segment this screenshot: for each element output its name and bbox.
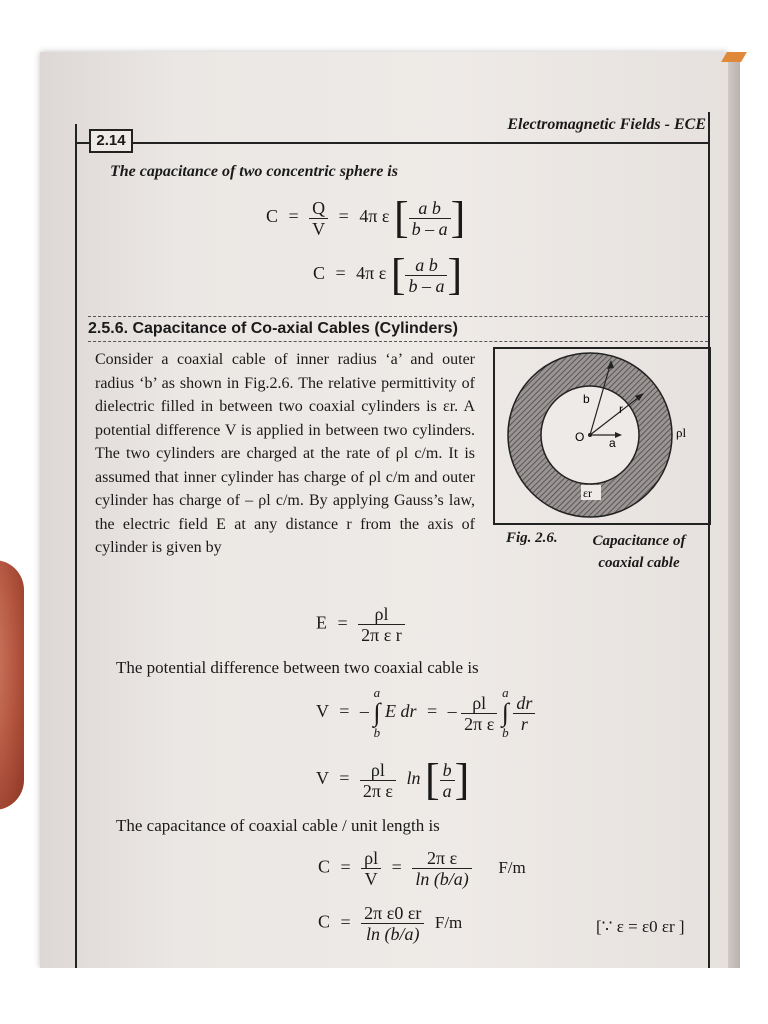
capacitance-fraction <box>412 848 472 889</box>
eq-lhs: V <box>316 701 329 722</box>
upper-limit: a <box>373 685 381 700</box>
numerator: 2π ε <box>412 848 472 869</box>
running-title: Electromagnetic Fields - ECE <box>507 116 706 133</box>
q-over-v <box>309 198 328 239</box>
figure-title: Capacitance of coaxial cable <box>592 533 686 571</box>
sphere-equation-1 <box>266 193 466 242</box>
ab-fraction <box>409 198 451 239</box>
page-frame-right <box>708 112 710 968</box>
epsilon-note: [∵ ε = ε0 εr ] <box>596 917 685 936</box>
sphere-equation-2 <box>313 250 463 299</box>
center-point <box>588 433 592 437</box>
eq-sign: = <box>335 263 346 284</box>
numerator: ρl <box>358 604 405 625</box>
rho-fraction <box>360 760 396 801</box>
left-bracket: [ <box>425 755 440 804</box>
unit: F/m <box>498 857 526 877</box>
label-a: a <box>609 436 616 450</box>
eq-lhs: C <box>266 206 279 227</box>
page-number: 2.14 <box>89 129 133 153</box>
rho-fraction <box>461 693 497 734</box>
eq-sign: = <box>288 206 299 227</box>
denominator: b – a <box>408 275 445 296</box>
potential-result <box>316 755 470 804</box>
eq-sign: = <box>340 911 351 932</box>
body-paragraph: Consider a coaxial cable of inner radius ‘a’ and outer radius ‘b’ as shown in Fig.2.6. The relative permittivity of dielectric filled in between two coaxial cylinders is εr. A potential difference V is applied in between two cylinders. The two cylinders are charged at the rate of ρl c/m. It is assumed that inner cylinder has charge of ρl c/m and outer cylinder has charge of – ρl c/m. By applying Gauss’s law, the electric field E at any distance r from the axis of cylinder is given by <box>95 351 475 556</box>
ln-label: ln <box>406 768 421 789</box>
capacitance-equation-1 <box>318 848 526 889</box>
eq-lhs: C <box>313 263 326 284</box>
eq-lhs: V <box>316 768 329 789</box>
coefficient: 4π ε <box>356 263 387 284</box>
field-equation <box>316 604 405 645</box>
lower-limit: b <box>373 725 381 740</box>
integral <box>373 686 380 740</box>
integrand: E dr <box>384 701 417 722</box>
label-o: O <box>575 430 585 444</box>
capacitance-equation-2 <box>318 903 462 944</box>
page-frame-left <box>75 124 77 968</box>
capacitance-fraction <box>361 903 424 944</box>
header-rule <box>75 142 710 144</box>
upper-limit: a <box>502 685 509 700</box>
numerator: a b <box>405 255 447 276</box>
numerator: ρl <box>360 760 396 781</box>
b-over-a <box>440 760 455 801</box>
left-bracket: [ <box>393 193 409 242</box>
dr-fraction <box>513 693 535 734</box>
coefficient: 4π ε <box>359 206 390 227</box>
left-bracket: [ <box>390 250 406 299</box>
denominator: ln (b/a) <box>415 869 469 889</box>
denominator: V <box>364 869 378 889</box>
denominator: 2π ε r <box>361 625 402 645</box>
capacitance-intro: The capacitance of coaxial cable / unit length is <box>116 816 440 835</box>
integral-sign: ∫ <box>501 698 509 727</box>
coaxial-cable-diagram <box>495 349 709 523</box>
figure-label: Fig. 2.6. <box>506 530 558 546</box>
ab-fraction <box>405 255 447 296</box>
eq-lhs: C <box>318 856 331 877</box>
eq-sign: = <box>339 768 350 789</box>
potential-equation <box>316 686 535 740</box>
eq-lhs: C <box>318 911 331 932</box>
lower-limit: b <box>502 725 509 740</box>
eq-sign: = <box>339 701 350 722</box>
sphere-intro: The capacitance of two concentric sphere is <box>110 163 398 180</box>
denominator: a <box>442 780 452 801</box>
integral-sign: ∫ <box>373 698 381 727</box>
numerator: a b <box>409 198 451 219</box>
eq-sign: = <box>426 701 438 722</box>
denominator: V <box>312 218 326 239</box>
eq-sign: = <box>337 612 348 633</box>
numerator: ρl <box>461 693 497 714</box>
book-page-edge <box>728 56 740 968</box>
label-er: εr <box>583 486 593 500</box>
background-top <box>0 0 768 52</box>
denominator: r <box>520 713 528 734</box>
label-rho-l: ρl <box>676 425 687 440</box>
integral <box>502 686 509 740</box>
denominator: b – a <box>411 218 448 239</box>
right-bracket: ] <box>450 193 466 242</box>
eq-lhs: E <box>316 612 327 633</box>
numerator: b <box>440 760 455 781</box>
eq-sign: = <box>340 856 351 877</box>
denominator: 2π ε <box>464 713 495 734</box>
minus-sign: – <box>359 701 369 722</box>
eq-sign: = <box>338 206 349 227</box>
unit: F/m <box>434 912 463 932</box>
right-bracket: ] <box>447 250 463 299</box>
figure-box <box>493 347 711 525</box>
denominator: 2π ε <box>362 780 393 801</box>
rho-over-v <box>361 848 381 889</box>
label-b: b <box>583 392 590 406</box>
book-cover-corner <box>721 52 747 62</box>
right-bracket: ] <box>454 755 470 804</box>
minus-sign: – <box>447 701 457 722</box>
section-heading: 2.5.6. Capacitance of Co-axial Cables (Cylinders) <box>88 316 708 342</box>
numerator: Q <box>309 198 328 219</box>
numerator: 2π ε0 εr <box>361 903 424 924</box>
numerator: ρl <box>361 848 381 869</box>
eq-sign: = <box>391 856 402 877</box>
numerator: dr <box>513 693 535 714</box>
background-bottom <box>0 968 768 1024</box>
thumb <box>0 560 24 810</box>
field-fraction <box>358 604 405 645</box>
potential-intro: The potential difference between two coaxial cable is <box>116 658 479 677</box>
label-r: r <box>619 402 623 416</box>
denominator: ln (b/a) <box>366 924 420 944</box>
